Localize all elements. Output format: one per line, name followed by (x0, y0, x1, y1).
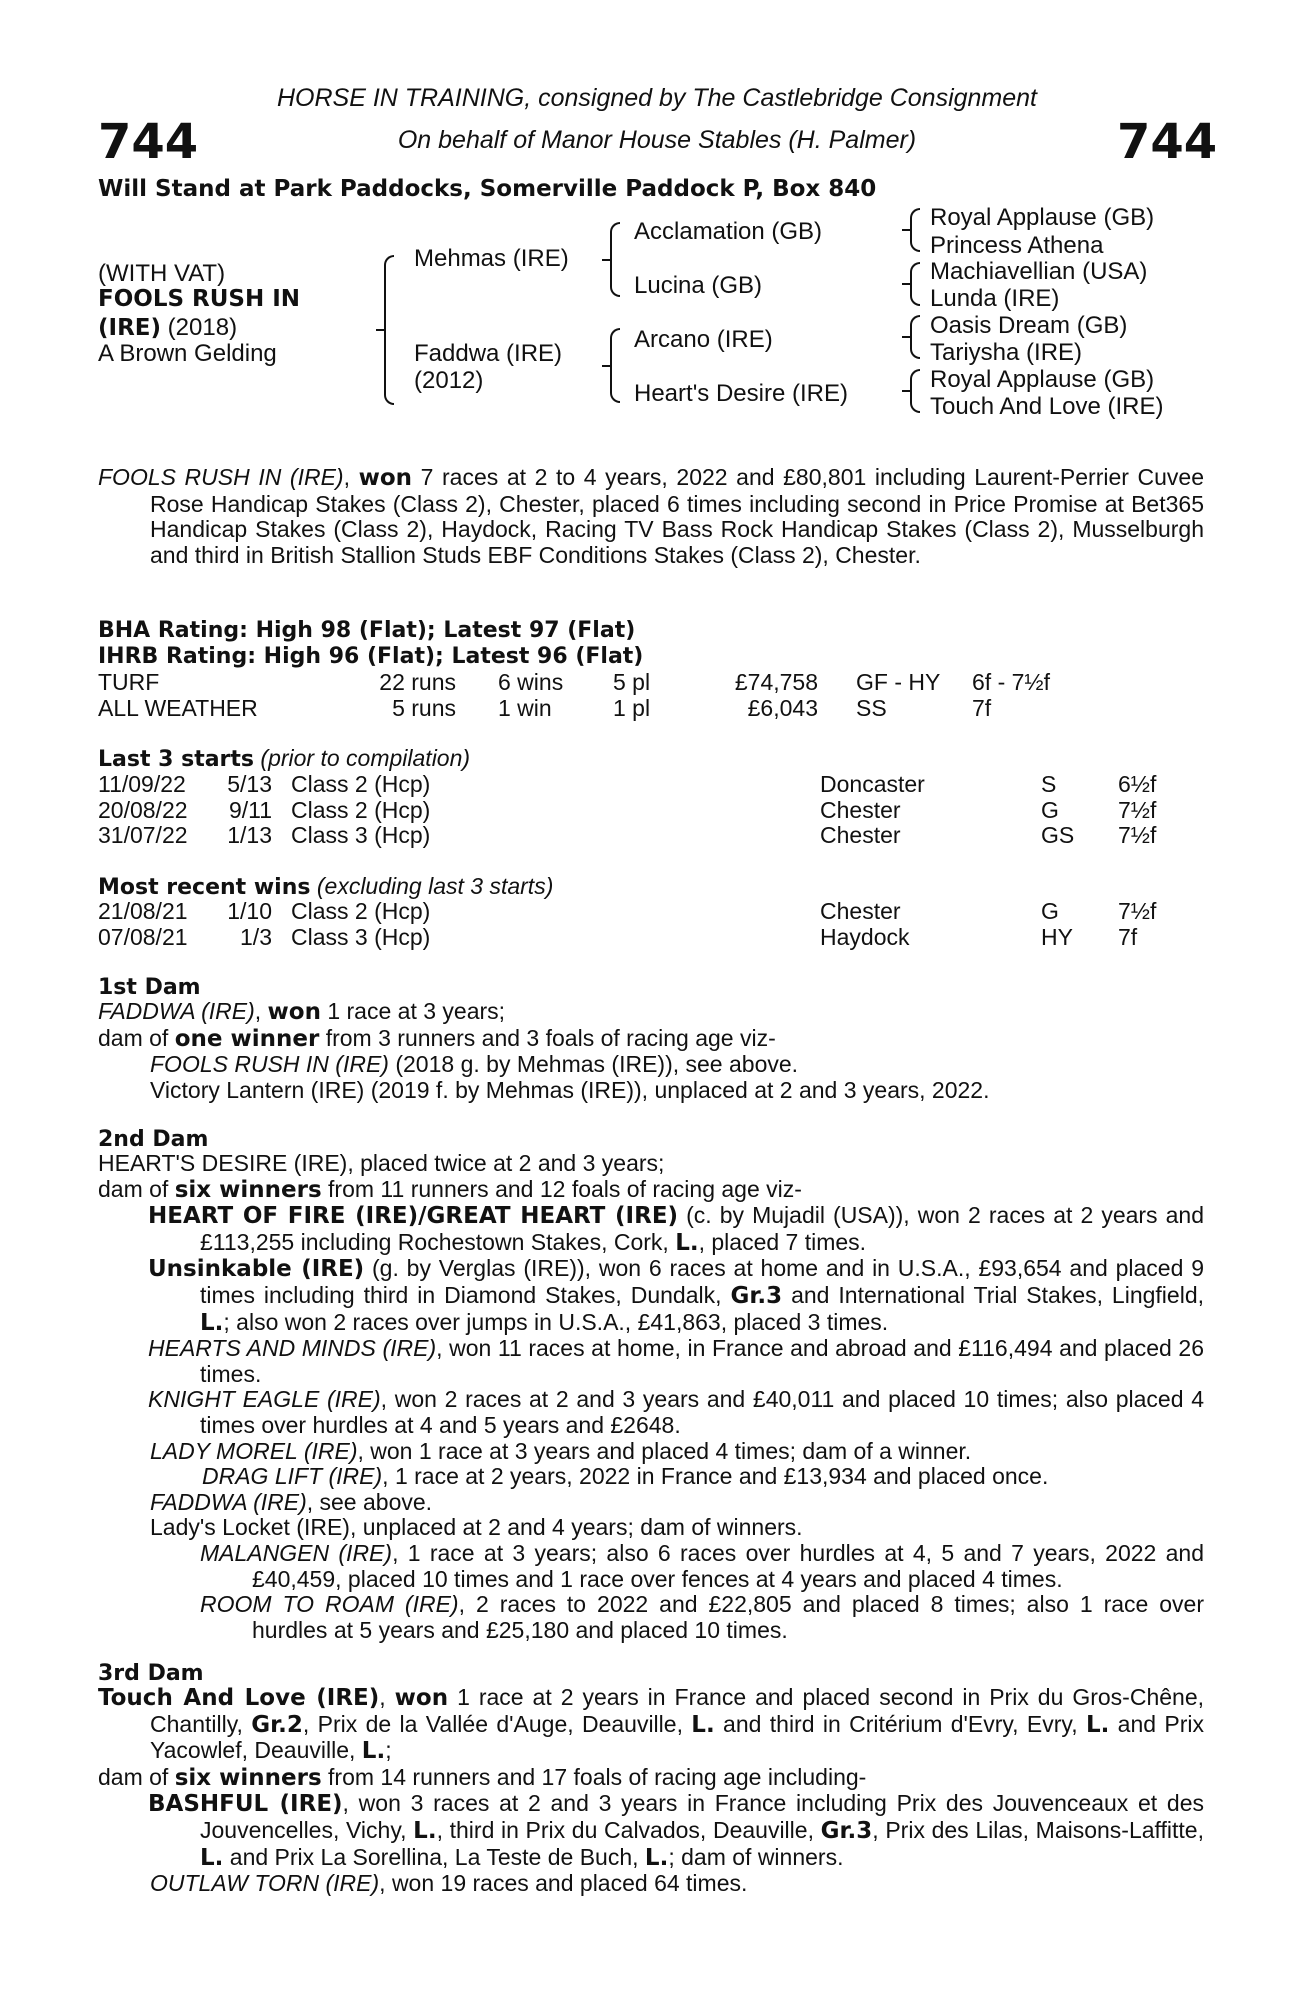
ratings-row-turf (0, 669, 1314, 695)
dam1-dam-of: dam of (98, 1024, 175, 1051)
race-class: Class 2 (Hcp) (291, 796, 431, 823)
progeny-text: and Prix La Sorellina, La Teste de Buch, (223, 1843, 645, 1870)
progeny-text: (c. by Mujadil (USA)), won 2 races at 2 years and £113,255 including Rochestown Stakes, Cork, (200, 1202, 1204, 1255)
progeny-text: , won 11 races at home, in France and abroad and £116,494 and placed 26 times. (200, 1335, 1204, 1387)
pedigree-sire: Mehmas (IRE) (414, 245, 569, 272)
pedigree-dam-year: (2012) (414, 367, 484, 394)
bha-rating: BHA Rating: High 98 (Flat); Latest 97 (Flat) (98, 618, 636, 643)
distance: 6f - 7½f (972, 669, 1050, 695)
dam1-progeny-1-text: (2018 g. by Mehmas (IRE)), see above. (388, 1051, 799, 1078)
dam2-grandprogeny-malangen (98, 1541, 1204, 1592)
progeny-name: OUTLAW TORN (IRE) (150, 1870, 380, 1897)
race-date: 21/08/21 (98, 898, 188, 924)
pedigree-dam-dam: Heart's Desire (IRE) (634, 380, 848, 407)
progeny-name: HEART OF FIRE (IRE)/GREAT HEART (IRE) (148, 1203, 679, 1230)
progeny-text: , placed 7 times. (698, 1228, 867, 1255)
progeny-text: , won 19 races and placed 64 times. (379, 1870, 748, 1897)
horse-name-line1: FOOLS RUSH IN (98, 286, 301, 312)
progeny-text: , 1 race at 2 years, 2022 in France and £13,934 and placed once. (382, 1463, 1049, 1490)
dam3-text: ; (385, 1737, 392, 1764)
prize-money: £6,043 (747, 695, 818, 721)
wins: 1 win (498, 695, 552, 721)
progeny-name: Unsinkable (IRE) (148, 1256, 365, 1283)
race-going: GS (1041, 822, 1075, 849)
dam3-text: 1 race at 2 years in France and placed second in Prix du Gros-Chêne, Chantilly, (150, 1684, 1205, 1737)
pedigree-dam: Faddwa (IRE) (414, 340, 563, 367)
race-going: HY (1041, 923, 1073, 950)
dam2-body (98, 1151, 1204, 1643)
progeny-text: , see above. (306, 1488, 433, 1515)
dam1-progeny-1-name: FOOLS RUSH IN (IRE) (150, 1051, 389, 1078)
recent-heading (98, 873, 553, 900)
progeny-text: (g. by Verglas (IRE)), won 6 races at home and in U.S.A., £93,654 and placed 9 times including third in Diamond Stakes, Dundalk, (200, 1255, 1204, 1308)
listed-mark: L. (691, 1711, 715, 1738)
dam3-text: and third in Critérium d'Evry, Evry, (714, 1710, 1086, 1737)
group-mark: Gr.2 (251, 1711, 303, 1738)
dam2-progeny-knight-eagle (98, 1387, 1204, 1438)
group-mark: Gr.3 (730, 1282, 783, 1309)
dam3-progeny-bashful (98, 1791, 1204, 1871)
listed-mark: L. (413, 1817, 437, 1844)
race-course: Haydock (820, 923, 910, 950)
horse-name-line2 (98, 314, 237, 342)
progeny-name: HEARTS AND MINDS (IRE) (148, 1335, 437, 1362)
summary-horse-name: FOOLS RUSH IN (IRE) (98, 464, 344, 490)
pedigree-sire-dam: Lucina (GB) (634, 272, 763, 299)
dam2-grandprogeny-drag-lift (98, 1464, 1204, 1490)
dam2-progeny-heart-of-fire (98, 1203, 1204, 1256)
pedigree-ddd: Touch And Love (IRE) (930, 393, 1164, 420)
race-distance: 7½f (1118, 822, 1157, 849)
race-date: 11/09/22 (98, 771, 186, 797)
pedigree-brace-ds (910, 315, 920, 359)
recent-title: Most recent wins (98, 875, 311, 900)
consignor-line: HORSE IN TRAINING, consigned by The Castlebridge Consignment (276, 84, 1038, 112)
progeny-text: , 2 races to 2022 and £22,805 and placed 8 times; also 1 race over hurdles at 5 years and £25,180 and placed 10 times. (252, 1591, 1205, 1643)
dam2-dam-of: dam of (98, 1175, 175, 1202)
surface: TURF (98, 669, 160, 695)
race-distance: 7½f (1118, 796, 1157, 823)
race-row (0, 898, 1314, 924)
race-position: 5/13 (227, 771, 272, 797)
listed-mark: L. (644, 1844, 669, 1871)
race-distance: 7½f (1118, 898, 1157, 924)
progeny-text: and International Trial Stakes, Lingfield, (782, 1281, 1204, 1308)
pedigree-brace-sd (910, 262, 920, 306)
pedigree-sss: Royal Applause (GB) (930, 204, 1155, 231)
dam2-winners: six winners (174, 1176, 322, 1203)
progeny-text: , won 1 race at 3 years and placed 4 times; dam of a winner. (357, 1437, 972, 1464)
progeny-text: ; dam of winners. (668, 1843, 844, 1870)
ratings-row-all-weather (0, 695, 1314, 721)
race-course: Doncaster (820, 771, 925, 797)
dam1-won: won (267, 999, 321, 1025)
dam2-progeny-unsinkable (98, 1256, 1204, 1336)
last3-heading (98, 745, 470, 772)
surface: ALL WEATHER (98, 695, 258, 721)
progeny-name: KNIGHT EAGLE (IRE) (148, 1386, 381, 1413)
race-going: S (1041, 771, 1057, 797)
dam2-progeny-lady-morel (98, 1439, 1204, 1465)
race-row (0, 924, 1314, 950)
pedigree-sdd: Lunda (IRE) (930, 285, 1060, 312)
dam3-body (98, 1685, 1204, 1897)
progeny-text: , Prix des Lilas, Maisons-Laffitte, (872, 1816, 1204, 1843)
race-date: 20/08/22 (98, 796, 188, 823)
listed-mark: L. (361, 1738, 386, 1765)
prize-money: £74,758 (734, 669, 818, 695)
race-position: 9/11 (228, 796, 272, 823)
dam3-title: 3rd Dam (98, 1661, 204, 1686)
separator: , (379, 1684, 395, 1710)
race-row (0, 822, 1314, 848)
dam1-foals: from 3 runners and 3 foals of racing age viz- (319, 1024, 776, 1051)
pedigree-dss: Oasis Dream (GB) (930, 312, 1128, 339)
horse-description: A Brown Gelding (98, 340, 277, 367)
pedigree-brace-dam (610, 328, 620, 403)
progeny-text: , third in Prix du Calvados, Deauville, (436, 1816, 821, 1843)
vat-label: (WITH VAT) (98, 260, 226, 287)
placings: 5 pl (613, 669, 651, 695)
progeny-name: FADDWA (IRE) (150, 1488, 307, 1515)
progeny-name: ROOM TO ROAM (IRE) (200, 1591, 459, 1618)
summary-won: won (358, 465, 413, 491)
dam1-progeny-2: Victory Lantern (IRE) (2019 f. by Mehmas (IRE)), unplaced at 2 and 3 years, 2022. (150, 1076, 990, 1103)
dam2-progeny-ladys-locket: Lady's Locket (IRE), unplaced at 2 and 4 years; dam of winners. (150, 1514, 803, 1541)
race-class: Class 3 (Hcp) (291, 822, 431, 849)
race-class: Class 3 (Hcp) (291, 923, 431, 950)
race-distance: 7f (1118, 923, 1138, 950)
wins: 6 wins (498, 669, 564, 695)
progeny-name: DRAG LIFT (IRE) (202, 1463, 383, 1490)
dam3-text: and Prix Yacowlef, Deauville, (150, 1710, 1205, 1764)
dam3-foals: from 14 runners and 17 foals of racing age including- (321, 1763, 867, 1790)
progeny-text: , won 2 races at 2 and 3 years and £40,011 and placed 10 times; also placed 4 times over hurdles at 4 and 5 years and £2648. (200, 1386, 1204, 1438)
dam2-grandprogeny-room-to-roam (98, 1592, 1204, 1643)
dam2-foals: from 11 runners and 12 foals of racing age viz- (321, 1175, 802, 1202)
last3-note: (prior to compilation) (254, 745, 471, 771)
pedigree-ssd: Princess Athena (930, 232, 1104, 259)
lot-number-right: 744 (1117, 114, 1218, 170)
race-row (0, 771, 1314, 797)
race-row (0, 797, 1314, 823)
horse-year: (2018) (161, 314, 238, 341)
race-going: G (1041, 796, 1059, 823)
pedigree-dsd: Tariysha (IRE) (930, 339, 1083, 366)
pedigree-sire-sire: Acclamation (GB) (634, 218, 823, 245)
pedigree-brace-ss (910, 208, 920, 252)
race-going: G (1041, 898, 1059, 924)
horse-name-suffix: (IRE) (98, 315, 162, 341)
last3-title: Last 3 starts (98, 747, 255, 772)
dam3-won: won (394, 1685, 449, 1711)
race-distance: 6½f (1118, 771, 1157, 797)
listed-mark: L. (200, 1309, 224, 1336)
going: GF - HY (856, 669, 941, 695)
pedigree-sds: Machiavellian (USA) (930, 258, 1148, 285)
dam1-name: FADDWA (IRE) (98, 998, 255, 1024)
recent-note: (excluding last 3 starts) (310, 873, 554, 899)
dam3-name-line (98, 1685, 1204, 1765)
stand-location: Will Stand at Park Paddocks, Somerville Paddock P, Box 840 (98, 176, 877, 202)
dam1-race-text: 1 race at 3 years; (320, 998, 506, 1024)
progeny-text: ; also won 2 races over jumps in U.S.A., £41,863, placed 3 times. (223, 1308, 889, 1335)
dam2-progeny-faddwa (98, 1490, 1204, 1516)
dam2-progeny-hearts-and-minds (98, 1336, 1204, 1387)
dam3-progeny-outlaw-torn (98, 1871, 1204, 1897)
race-position: 1/13 (227, 822, 272, 849)
race-course: Chester (820, 898, 901, 924)
dam3-winners: six winners (174, 1764, 322, 1791)
race-date: 07/08/21 (98, 923, 188, 950)
dam3-name: Touch And Love (IRE) (98, 1685, 380, 1711)
runs: 22 runs (379, 669, 456, 695)
listed-mark: L. (675, 1229, 699, 1256)
distance: 7f (972, 695, 992, 721)
dam2-title: 2nd Dam (98, 1127, 209, 1152)
race-summary: FOOLS RUSH IN (IRE), won 7 races at 2 to 4 years, 2022 and £80,801 including Laurent-Perrier Cuvee Rose Handicap Stakes (Class 2), Chester, placed 6 times including second in Price Promise at Bet365 Handicap Stakes (Class 2), Haydock, Racing TV Bass Rock Handicap Stakes (Class 2), Musselburgh and third in British Stallion Studs EBF Conditions Stakes (Class 2), Chester. (98, 464, 1205, 568)
runs: 5 runs (392, 695, 456, 721)
progeny-text: , 1 race at 3 years; also 6 races over hurdles at 4, 5 and 7 years, 2022 and £40,459, placed 10 times and 1 race over fences at 4 years and placed 4 times. (252, 1539, 1205, 1592)
dam1-title: 1st Dam (98, 975, 201, 1000)
race-class: Class 2 (Hcp) (291, 771, 431, 797)
listed-mark: L. (200, 1844, 224, 1871)
pedigree-brace-main (384, 255, 394, 405)
progeny-name: BASHFUL (IRE) (148, 1791, 343, 1818)
race-course: Chester (820, 796, 901, 823)
listed-mark: L. (1085, 1711, 1110, 1738)
dam1-body: FADDWA (IRE), won 1 race at 3 years; dam of one winner from 3 runners and 3 foals of racing age viz- FOOLS RUSH IN (IRE) (2018 g. by Mehmas (IRE)), see above. Victory Lantern (IRE) (2019 f. by Mehmas (IRE)), unplaced at 2 and 3 years, 2022. (98, 998, 990, 1103)
progeny-name: LADY MOREL (IRE) (150, 1437, 358, 1464)
race-class: Class 2 (Hcp) (291, 898, 431, 924)
race-course: Chester (820, 822, 901, 849)
pedigree-brace-dd (910, 369, 920, 413)
pedigree-dam-sire: Arcano (IRE) (634, 326, 773, 353)
race-date: 31/07/22 (98, 822, 188, 849)
going: SS (856, 695, 887, 721)
race-position: 1/10 (227, 898, 272, 924)
pedigree-dds: Royal Applause (GB) (930, 366, 1155, 393)
on-behalf-line: On behalf of Manor House Stables (H. Palmer) (397, 126, 917, 154)
dam2-name-line: HEART'S DESIRE (IRE), placed twice at 2 and 3 years; (98, 1150, 665, 1176)
dam3-dam-of: dam of (98, 1763, 175, 1790)
group-mark: Gr.3 (820, 1817, 873, 1844)
race-position: 1/3 (240, 923, 272, 950)
ihrb-rating: IHRB Rating: High 96 (Flat); Latest 96 (Flat) (98, 644, 644, 669)
dam3-text: , Prix de la Vallée d'Auge, Deauville, (302, 1710, 692, 1737)
summary-text: 7 races at 2 to 4 years, 2022 and £80,801 including Laurent-Perrier Cuvee Rose Handicap Stakes (Class 2), Chester, placed 6 times including second in Price Promise at Bet365 Handicap Stakes (Class 2), Haydock, Racing TV Bass Rock Handicap Stakes (Class 2), Musselburgh and third in British Stallion Studs EBF Conditions Stakes (Class 2), Chester. (150, 464, 1205, 568)
progeny-text: , won 3 races at 2 and 3 years in France including Prix des Jouvenceaux et des Jouvencelles, Vichy, (200, 1790, 1204, 1843)
placings: 1 pl (613, 695, 651, 721)
progeny-name: MALANGEN (IRE) (200, 1539, 393, 1566)
pedigree-brace-sire (610, 222, 620, 297)
lot-number-left: 744 (98, 114, 199, 170)
dam1-winners: one winner (174, 1025, 320, 1052)
